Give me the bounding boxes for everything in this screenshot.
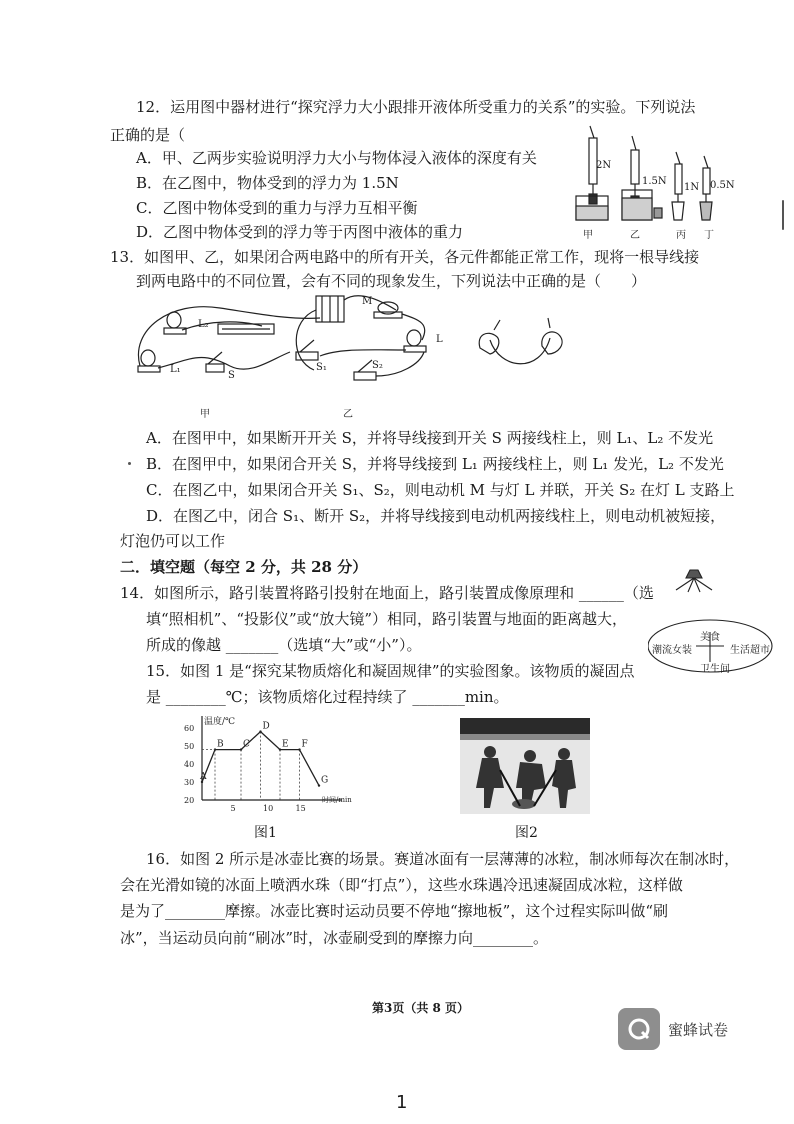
y-tick-label: 20 bbox=[184, 796, 195, 805]
point-label: B bbox=[217, 739, 224, 750]
q12-stem-line1: 12．运用图中器材进行“探究浮力大小跟排开液体所受重力的关系”的实验。下列说法 bbox=[136, 98, 696, 116]
q14-line1: 14．如图所示，路引装置将路引投射在地面上，路引装置成像原理和 ______（选 bbox=[120, 584, 654, 602]
margin-speck bbox=[782, 200, 784, 230]
fig-label-bing: 丙 bbox=[676, 230, 686, 241]
q12-option-a: A．甲、乙两步实验说明浮力大小与物体浸入液体的深度有关 bbox=[136, 149, 537, 167]
scale-reading-jia: 2N bbox=[596, 160, 612, 171]
fig-label-ding: 丁 bbox=[704, 230, 714, 241]
page-footer: 第3页（共 8 页） bbox=[372, 1001, 470, 1015]
caption-yi: 乙 bbox=[343, 409, 353, 420]
data-point bbox=[279, 748, 281, 750]
point-label: C bbox=[243, 739, 250, 750]
q12-option-d: D．乙图中物体受到的浮力等于丙图中液体的重力 bbox=[136, 223, 464, 241]
q12-option-b: B．在乙图中，物体受到的浮力为 1.5N bbox=[136, 174, 399, 192]
x-tick-label: 15 bbox=[295, 804, 306, 813]
guide-supermarket: 生活超市 bbox=[730, 645, 770, 656]
q15-line1: 15．如图 1 是“探究某物质熔化和凝固规律”的实验图象。该物质的凝固点 bbox=[146, 662, 635, 680]
point-label: D bbox=[262, 721, 270, 732]
figure1-caption: 图1 bbox=[254, 825, 277, 841]
q12-stem-line2: 正确的是（ bbox=[110, 126, 186, 144]
q16-line2: 会在光滑如镜的冰面上喷洒水珠（即“打点”），这些水珠遇冷迅速凝固成冰粒，这样做 bbox=[120, 876, 683, 894]
q13-option-b: B．在图甲中，如果闭合开关 S，并将导线接到 L₁ 两接线柱上，则 L₁ 发光，L₂ 不发光 bbox=[146, 455, 724, 473]
margin-speck bbox=[128, 462, 131, 465]
x-tick-label: 10 bbox=[263, 804, 274, 813]
label-M: M bbox=[362, 296, 373, 307]
point-label: E bbox=[282, 739, 289, 750]
circuit-figure bbox=[130, 290, 580, 400]
data-point bbox=[298, 748, 300, 750]
fig-label-jia: 甲 bbox=[583, 230, 593, 241]
label-L1: L₁ bbox=[170, 364, 181, 375]
brand-logo-icon bbox=[618, 1008, 660, 1050]
data-point bbox=[259, 730, 261, 732]
data-point bbox=[240, 748, 242, 750]
label-S2: S₂ bbox=[372, 360, 383, 371]
q16-line1: 16．如图 2 所示是冰壶比赛的场景。赛道冰面有一层薄薄的冰粒，制冰师每次在制冰时， bbox=[146, 850, 740, 868]
guide-fashion: 潮流女装 bbox=[652, 645, 692, 656]
q13-stem-line1: 13．如图甲、乙，如果闭合两电路中的所有开关，各元件都能正常工作，现将一根导线接 bbox=[110, 248, 700, 266]
x-axis-label: 时间/min bbox=[322, 796, 352, 804]
y-tick-label: 60 bbox=[184, 724, 195, 733]
y-tick-label: 30 bbox=[184, 778, 195, 787]
curling-photo bbox=[460, 718, 590, 814]
q13-option-c: C．在图乙中，如果闭合开关 S₁、S₂，则电动机 M 与灯 L 并联，开关 S₂ 在灯 L 支路上 bbox=[146, 481, 735, 499]
q14-line2: 填“照相机”、“投影仪”或“放大镜”）相同，路引装置与地面的距离越大， bbox=[146, 610, 628, 628]
q13-option-d-line2: 灯泡仍可以工作 bbox=[120, 532, 226, 550]
q15-line2: 是 ________℃；该物质熔化过程持续了 _______min。 bbox=[146, 688, 509, 706]
y-tick-label: 50 bbox=[184, 742, 195, 751]
scale-reading-yi: 1.5N bbox=[642, 176, 667, 187]
brand-name: 蜜蜂试卷 bbox=[668, 1020, 729, 1039]
y-axis-label: 温度/℃ bbox=[204, 717, 236, 727]
q12-option-c: C．乙图中物体受到的重力与浮力互相平衡 bbox=[136, 199, 418, 217]
label-L: L bbox=[436, 334, 443, 345]
label-S: S bbox=[228, 370, 235, 381]
point-label: G bbox=[321, 775, 329, 786]
melting-curve-chart bbox=[176, 708, 356, 818]
figure2-caption: 图2 bbox=[515, 825, 538, 841]
q14-line3: 所成的像越 _______（选填“大”或“小”）。 bbox=[146, 636, 422, 654]
x-tick-label: 5 bbox=[230, 804, 236, 813]
y-tick-label: 40 bbox=[184, 760, 195, 769]
caption-jia: 甲 bbox=[200, 409, 210, 420]
label-L2: L₂ bbox=[198, 319, 209, 330]
section-heading-fill-in: 二．填空题（每空 2 分，共 28 分） bbox=[120, 558, 368, 576]
fig-label-yi: 乙 bbox=[630, 230, 640, 241]
scale-reading-bing: 1N bbox=[684, 182, 700, 193]
data-point bbox=[318, 784, 320, 786]
point-label: A bbox=[200, 772, 207, 782]
brand-watermark bbox=[618, 1008, 728, 1050]
point-label: F bbox=[301, 739, 308, 750]
q13-option-d-line1: D．在图乙中，闭合 S₁、断开 S₂，并将导线接到电动机两接线柱上，则电动机被短接， bbox=[146, 507, 726, 525]
q13-stem-line2: 到两电路中的不同位置，会有不同的现象发生，下列说法中正确的是（ ） bbox=[136, 272, 647, 290]
label-S1: S₁ bbox=[316, 362, 327, 373]
q16-line3: 是为了________摩擦。冰壶比赛时运动员要不停地“擦地板”，这个过程实际叫做“刷 bbox=[120, 902, 669, 920]
scale-reading-ding: 0.5N bbox=[710, 180, 735, 191]
q16-line4: 冰”，当运动员向前“刷冰”时，冰壶刷受到的摩擦力向________。 bbox=[120, 929, 549, 947]
guide-restroom: 卫生间 bbox=[700, 664, 730, 675]
guide-food: 美食 bbox=[700, 632, 720, 643]
q13-option-a: A．在图甲中，如果断开开关 S，并将导线接到开关 S 两接线柱上，则 L₁、L₂ 不发光 bbox=[146, 429, 714, 447]
page-number: 1 bbox=[396, 1092, 408, 1113]
